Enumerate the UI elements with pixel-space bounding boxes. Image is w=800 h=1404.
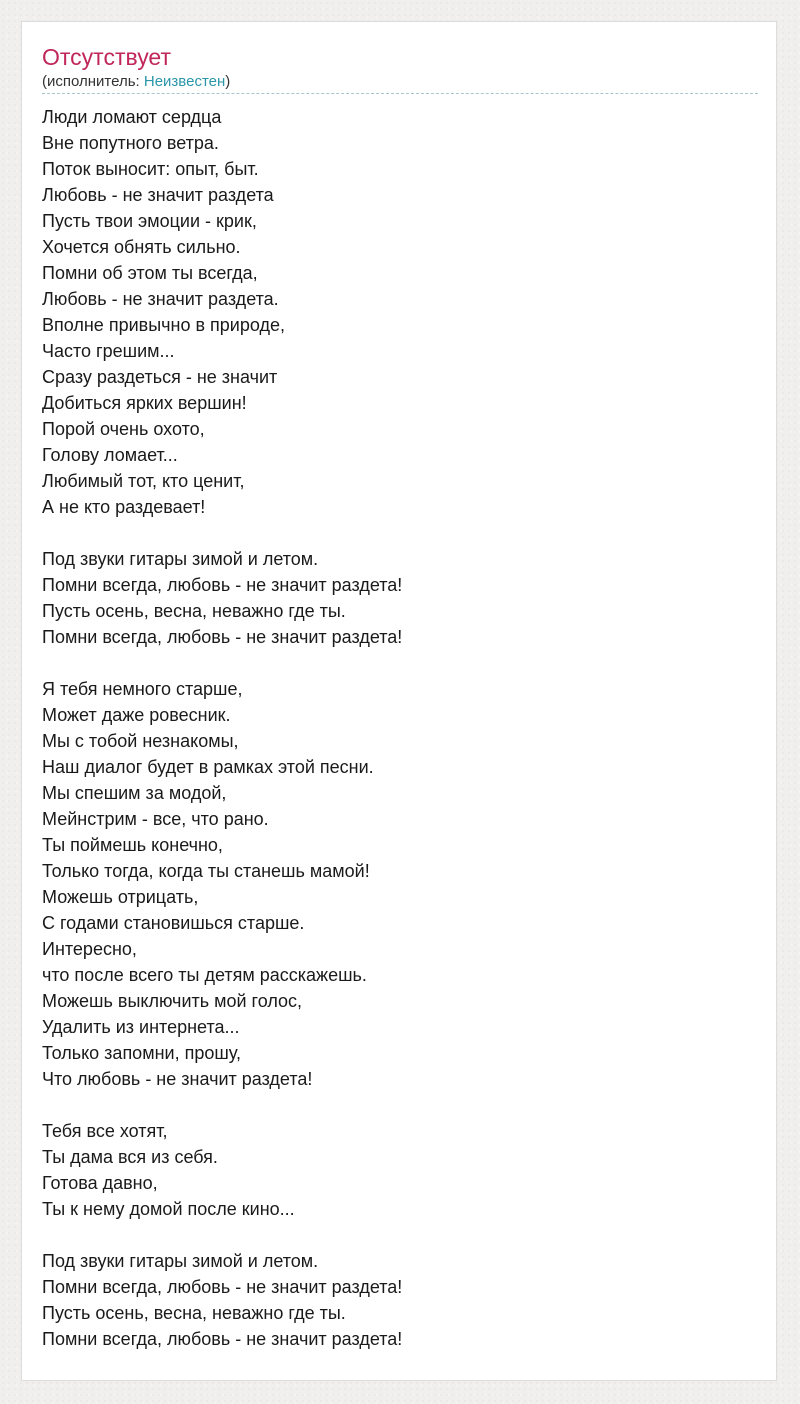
lyric-line: Под звуки гитары зимой и летом. <box>42 549 319 569</box>
lyric-line: Тебя все хотят, <box>42 1121 168 1141</box>
lyric-line: Помни всегда, любовь - не значит раздета! <box>42 1329 403 1349</box>
lyric-line: Ты дама вся из себя. <box>42 1147 218 1167</box>
lyric-line: что после всего ты детям расскажешь. <box>42 965 367 985</box>
lyric-line: Хочется обнять сильно. <box>42 237 241 257</box>
lyrics-stanza <box>42 546 758 650</box>
lyric-line: Помни об этом ты всегда, <box>42 263 258 283</box>
lyric-line: Голову ломает... <box>42 445 178 465</box>
lyric-line: Помни всегда, любовь - не значит раздета! <box>42 575 403 595</box>
lyrics-stanza <box>42 1248 758 1352</box>
lyric-line: Что любовь - не значит раздета! <box>42 1069 313 1089</box>
lyric-line: Поток выносит: опыт, быт. <box>42 159 259 179</box>
header-divider <box>42 93 758 94</box>
lyric-line: Удалить из интернета... <box>42 1017 240 1037</box>
lyric-line: Под звуки гитары зимой и летом. <box>42 1251 319 1271</box>
lyric-line: Люди ломают сердца <box>42 107 222 127</box>
lyric-line: Наш диалог будет в рамках этой песни. <box>42 757 374 777</box>
artist-line <box>42 73 230 91</box>
artist-prefix: (исполнитель: <box>42 73 144 90</box>
artist-link[interactable]: Неизвестен <box>143 73 226 90</box>
lyric-line: Мейнстрим - все, что рано. <box>42 809 269 829</box>
lyric-line: Ты к нему домой после кино... <box>42 1199 295 1219</box>
lyric-line: Пусть осень, весна, неважно где ты. <box>42 1303 346 1323</box>
lyrics-card <box>21 21 777 1381</box>
lyric-line: Пусть твои эмоции - крик, <box>42 211 257 231</box>
lyrics-stanza <box>42 1118 758 1222</box>
lyric-line: Интересно, <box>42 939 137 959</box>
lyric-line: Я тебя немного старше, <box>42 679 243 699</box>
lyric-line: Сразу раздеться - не значит <box>42 367 278 387</box>
lyric-line: Часто грешим... <box>42 341 175 361</box>
lyric-line: Помни всегда, любовь - не значит раздета! <box>42 1277 403 1297</box>
song-title: Отсутствует <box>42 44 171 70</box>
lyric-line: Мы спешим за модой, <box>42 783 227 803</box>
lyrics-body <box>42 104 758 1352</box>
lyric-line: Ты поймешь конечно, <box>42 835 223 855</box>
lyric-line: Можешь отрицать, <box>42 887 199 907</box>
lyric-line: Порой очень охото, <box>42 419 205 439</box>
lyric-line: Готова давно, <box>42 1173 158 1193</box>
lyric-line: С годами становишься старше. <box>42 913 305 933</box>
lyric-line: Только тогда, когда ты станешь мамой! <box>42 861 370 881</box>
lyric-line: Может даже ровесник. <box>42 705 231 725</box>
lyric-line: Вне попутного ветра. <box>42 133 219 153</box>
lyric-line: Добиться ярких вершин! <box>42 393 247 413</box>
lyrics-stanza <box>42 676 758 1092</box>
lyric-line: Пусть осень, весна, неважно где ты. <box>42 601 346 621</box>
lyric-line: Вполне привычно в природе, <box>42 315 285 335</box>
lyric-line: Любовь - не значит раздета <box>42 185 274 205</box>
lyric-line: А не кто раздевает! <box>42 497 206 517</box>
lyric-line: Мы с тобой незнакомы, <box>42 731 239 751</box>
lyric-line: Любимый тот, кто ценит, <box>42 471 245 491</box>
lyric-line: Только запомни, прошу, <box>42 1043 241 1063</box>
lyric-line: Помни всегда, любовь - не значит раздета! <box>42 627 403 647</box>
lyrics-stanza <box>42 104 758 520</box>
lyric-line: Можешь выключить мой голос, <box>42 991 303 1011</box>
lyric-line: Любовь - не значит раздета. <box>42 289 279 309</box>
artist-suffix: ) <box>225 73 231 90</box>
